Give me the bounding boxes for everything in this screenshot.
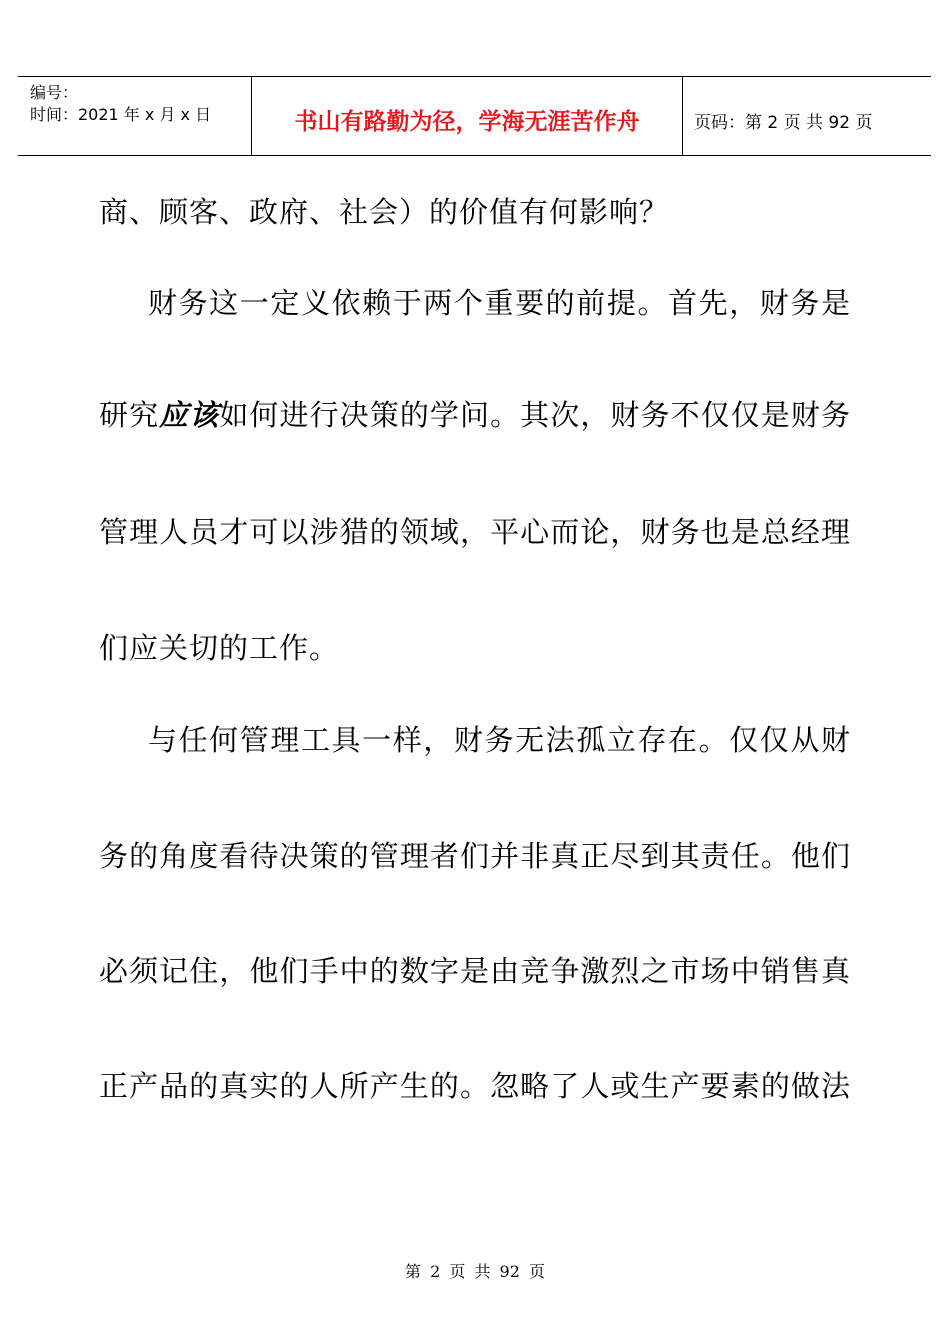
header-page-code: 页码：第 2 页 共 92 页 <box>694 113 873 133</box>
serial-number-label: 编号： <box>30 83 79 102</box>
body-line-4: 管理人员才可以涉猎的领域，平心而论，财务也是总经理 <box>99 515 851 549</box>
body-line-3-pre: 研究 <box>99 398 160 432</box>
body-line-1: 商、顾客、政府、社会）的价值有何影响？ <box>99 195 670 229</box>
body-line-5: 们应关切的工作。 <box>99 631 340 665</box>
body-line-7: 务的角度看待决策的管理者们并非真正尽到其责任。他们 <box>99 839 851 873</box>
date-label: 时间：2021 年 x 月 x 日 <box>30 105 212 124</box>
body-line-9: 正产品的真实的人所产生的。忽略了人或生产要素的做法 <box>99 1069 851 1103</box>
body-line-3-post: 如何进行决策的学问。其次，财务不仅仅是财务 <box>219 398 851 432</box>
body-line-2: 财务这一定义依赖于两个重要的前提。首先，财务是 <box>148 286 851 320</box>
page-footer: 第 2 页 共 92 页 <box>405 1262 545 1281</box>
body-line-3 <box>99 398 851 432</box>
header-motto: 书山有路勤为径，学海无涯苦作舟 <box>294 108 640 135</box>
document-header <box>18 76 931 156</box>
emphasis-text: 应该 <box>159 398 220 432</box>
body-line-6: 与任何管理工具一样，财务无法孤立存在。仅仅从财 <box>148 723 851 757</box>
body-line-8: 必须记住，他们手中的数字是由竞争激烈之市场中销售真 <box>99 954 851 988</box>
header-divider-right <box>682 77 683 155</box>
